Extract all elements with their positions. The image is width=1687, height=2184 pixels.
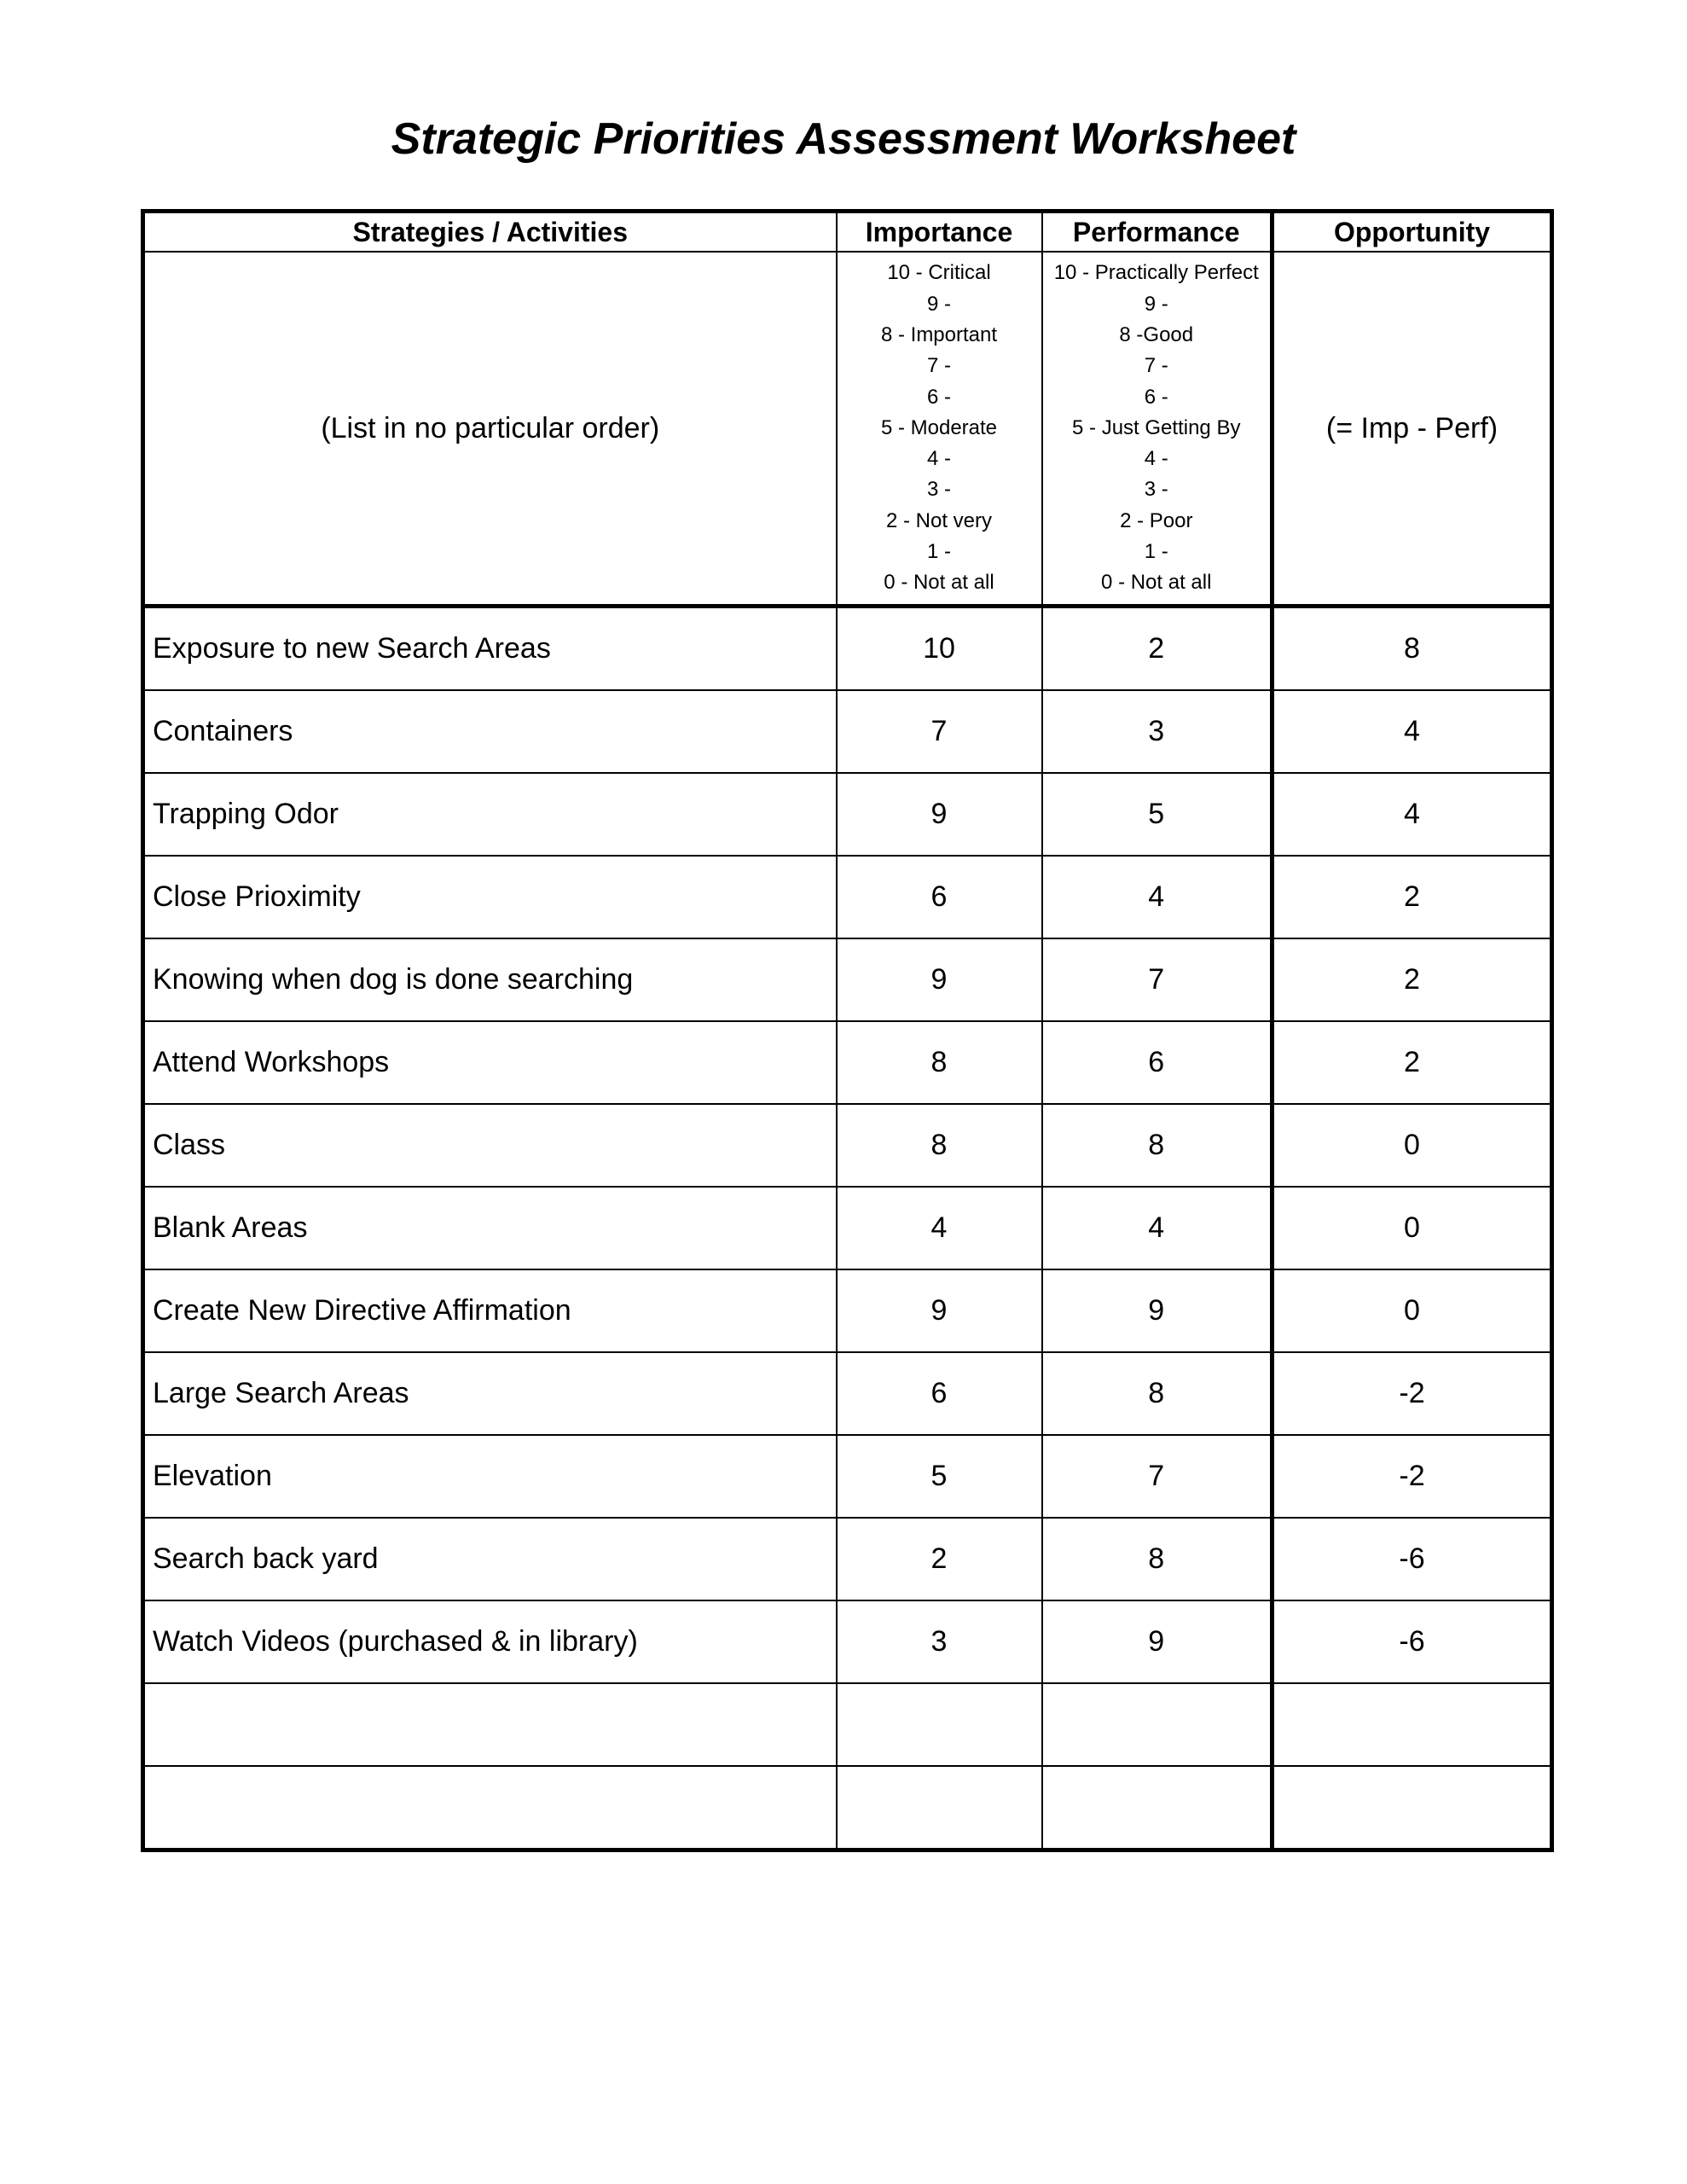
performance-scale-item: 6 - xyxy=(1144,385,1168,409)
performance-scale xyxy=(1043,258,1271,598)
importance-cell: 5 xyxy=(837,1435,1042,1518)
table-row xyxy=(143,1766,1552,1850)
table-row xyxy=(143,1518,1552,1600)
scale-row xyxy=(143,252,1552,607)
importance-cell: 9 xyxy=(837,1269,1042,1352)
opportunity-cell: 8 xyxy=(1272,607,1552,691)
opportunity-cell: -6 xyxy=(1272,1518,1552,1600)
importance-scale-item: 8 - Important xyxy=(880,322,998,346)
importance-cell: 2 xyxy=(837,1518,1042,1600)
performance-scale-item: 7 - xyxy=(1144,354,1168,378)
performance-cell: 2 xyxy=(1042,607,1272,691)
activities-note-cell xyxy=(143,252,837,607)
performance-cell: 5 xyxy=(1042,773,1272,856)
importance-cell xyxy=(837,1766,1042,1850)
opportunity-note: (= Imp - Perf) xyxy=(1325,411,1499,444)
opportunity-cell: 2 xyxy=(1272,938,1552,1021)
opportunity-cell: 0 xyxy=(1272,1104,1552,1187)
table-row xyxy=(143,1021,1552,1104)
importance-scale-item: 5 - Moderate xyxy=(880,415,998,439)
opportunity-cell: 2 xyxy=(1272,1021,1552,1104)
importance-cell: 8 xyxy=(837,1104,1042,1187)
table-row xyxy=(143,773,1552,856)
importance-scale-item: 0 - Not at all xyxy=(884,571,994,595)
performance-cell xyxy=(1042,1683,1272,1766)
performance-cell: 8 xyxy=(1042,1518,1272,1600)
performance-cell: 4 xyxy=(1042,1187,1272,1269)
performance-cell: 4 xyxy=(1042,856,1272,938)
performance-cell: 3 xyxy=(1042,690,1272,773)
importance-scale-item: 2 - Not very xyxy=(885,508,993,532)
activity-cell: Trapping Odor xyxy=(143,773,837,856)
table-body xyxy=(143,607,1552,1850)
performance-cell: 9 xyxy=(1042,1269,1272,1352)
importance-scale-item: 6 - xyxy=(926,385,951,409)
importance-cell xyxy=(837,1683,1042,1766)
opportunity-cell: 0 xyxy=(1272,1269,1552,1352)
importance-scale-item: 7 - xyxy=(926,354,951,378)
activities-note: (List in no particular order) xyxy=(321,411,660,444)
table-row xyxy=(143,1187,1552,1269)
performance-scale-item: 0 - Not at all xyxy=(1101,571,1212,595)
importance-cell: 4 xyxy=(837,1187,1042,1269)
importance-scale-cell xyxy=(837,252,1042,607)
performance-scale-item: 8 -Good xyxy=(1119,322,1194,346)
activity-cell xyxy=(143,1683,837,1766)
performance-cell: 7 xyxy=(1042,1435,1272,1518)
header-activities: Strategies / Activities xyxy=(143,212,837,253)
opportunity-cell: -2 xyxy=(1272,1435,1552,1518)
opportunity-cell: 0 xyxy=(1272,1187,1552,1269)
importance-cell: 3 xyxy=(837,1600,1042,1683)
table-row xyxy=(143,1600,1552,1683)
activity-cell: Elevation xyxy=(143,1435,837,1518)
table-row xyxy=(143,938,1552,1021)
importance-cell: 9 xyxy=(837,773,1042,856)
table-row xyxy=(143,607,1552,691)
header-importance: Importance xyxy=(837,212,1042,253)
table-row xyxy=(143,1352,1552,1435)
activity-cell: Knowing when dog is done searching xyxy=(143,938,837,1021)
performance-cell: 6 xyxy=(1042,1021,1272,1104)
importance-cell: 6 xyxy=(837,856,1042,938)
table-row xyxy=(143,1435,1552,1518)
opportunity-cell xyxy=(1272,1683,1552,1766)
performance-scale-item: 1 - xyxy=(1144,540,1168,564)
activity-cell: Blank Areas xyxy=(143,1187,837,1269)
performance-cell: 7 xyxy=(1042,938,1272,1021)
importance-scale-item: 9 - xyxy=(926,292,951,316)
importance-cell: 8 xyxy=(837,1021,1042,1104)
importance-scale-item: 1 - xyxy=(926,540,951,564)
activity-cell: Close Prioximity xyxy=(143,856,837,938)
activity-cell: Create New Directive Affirmation xyxy=(143,1269,837,1352)
header-opportunity: Opportunity xyxy=(1272,212,1552,253)
importance-scale-item: 10 - Critical xyxy=(887,261,991,285)
activity-cell: Watch Videos (purchased & in library) xyxy=(143,1600,837,1683)
activity-cell xyxy=(143,1766,837,1850)
opportunity-cell: 2 xyxy=(1272,856,1552,938)
table-row xyxy=(143,1683,1552,1766)
table-row xyxy=(143,690,1552,773)
table-row xyxy=(143,856,1552,938)
opportunity-cell xyxy=(1272,1766,1552,1850)
activity-cell: Containers xyxy=(143,690,837,773)
performance-cell: 8 xyxy=(1042,1104,1272,1187)
opportunity-cell: -2 xyxy=(1272,1352,1552,1435)
opportunity-cell: 4 xyxy=(1272,690,1552,773)
importance-cell: 10 xyxy=(837,607,1042,691)
performance-scale-item: 4 - xyxy=(1144,447,1168,471)
table-row xyxy=(143,1104,1552,1187)
importance-scale xyxy=(838,258,1041,598)
importance-cell: 6 xyxy=(837,1352,1042,1435)
importance-scale-item: 3 - xyxy=(926,478,951,502)
performance-scale-cell xyxy=(1042,252,1272,607)
activity-cell: Exposure to new Search Areas xyxy=(143,607,837,691)
importance-cell: 9 xyxy=(837,938,1042,1021)
performance-cell: 8 xyxy=(1042,1352,1272,1435)
performance-scale-item: 10 - Practically Perfect xyxy=(1053,261,1259,285)
opportunity-cell: 4 xyxy=(1272,773,1552,856)
activity-cell: Large Search Areas xyxy=(143,1352,837,1435)
assessment-table xyxy=(141,209,1554,1852)
activity-cell: Search back yard xyxy=(143,1518,837,1600)
performance-scale-item: 2 - Poor xyxy=(1120,508,1193,532)
importance-scale-item: 4 - xyxy=(926,447,951,471)
performance-scale-item: 3 - xyxy=(1144,478,1168,502)
opportunity-note-cell xyxy=(1272,252,1552,607)
performance-scale-item: 5 - Just Getting By xyxy=(1072,415,1241,439)
activity-cell: Class xyxy=(143,1104,837,1187)
header-performance: Performance xyxy=(1042,212,1272,253)
performance-cell xyxy=(1042,1766,1272,1850)
header-row xyxy=(143,212,1552,253)
activity-cell: Attend Workshops xyxy=(143,1021,837,1104)
performance-cell: 9 xyxy=(1042,1600,1272,1683)
importance-cell: 7 xyxy=(837,690,1042,773)
page-title: Strategic Priorities Assessment Worksheet xyxy=(391,114,1296,164)
opportunity-cell: -6 xyxy=(1272,1600,1552,1683)
table-row xyxy=(143,1269,1552,1352)
performance-scale-item: 9 - xyxy=(1144,292,1168,316)
